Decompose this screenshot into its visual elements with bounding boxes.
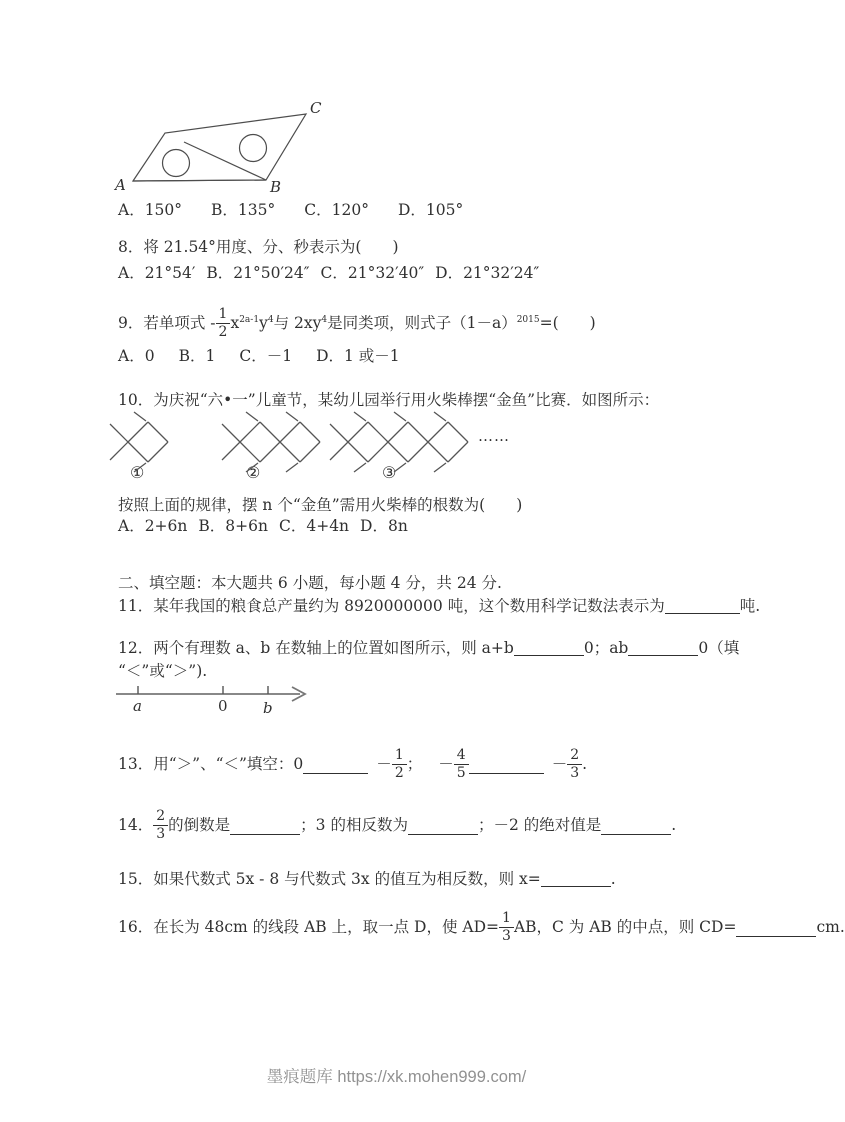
q13-blank-1 [303,755,368,774]
q14-blank-2 [408,816,478,835]
question-11 [118,596,760,617]
q7-option-b: B．135° [211,201,276,219]
q13-minus-1: － [376,754,392,773]
triangle-figure-drawing [113,97,348,199]
question-15 [118,869,616,890]
q16-blank [736,918,816,937]
q9-var-y: y [259,313,268,332]
q14-blank-1 [230,816,300,835]
fraction-denominator: 3 [570,764,580,781]
q10-option-d: D．8n [360,517,408,535]
q7-option-d: D．105° [397,201,464,219]
q13-semicolon: ； [406,754,423,773]
question-9-options [118,346,424,367]
q14-period: . [671,815,677,834]
q16-text-1: 16．在长为 48cm 的线段 AB 上，取一点 D，使 AD= [118,917,500,936]
fish-group-2 [222,411,328,473]
fish-group-3 [330,411,476,473]
fraction-denominator: 3 [156,825,166,842]
q9-fraction-half [216,306,231,339]
q11-blank [665,599,740,614]
vertex-label-a: A [115,176,126,194]
q8-option-d: D．21°32′24″ [435,264,540,282]
q11-unit: 吨. [739,597,761,615]
q13-text: 13．用“＞”、“＜”填空：0 [118,754,304,773]
q9-exp-x: 2a-1 [239,314,260,325]
q15-text: 15．如果代数式 5x - 8 与代数式 3x 的值互为相反数，则 x= [118,870,541,888]
q7-triangle-figure [113,97,348,199]
q15-blank [541,872,611,887]
section-2-title: 二、填空题：本大题共 6 小题，每小题 4 分，共 24 分. [118,574,502,592]
q12-blank-1 [514,641,584,656]
question-10-options [118,516,419,537]
question-8-stem: 8．将 21.54°用度、分、秒表示为( ) [118,238,399,256]
q8-option-c: C．21°32′40″ [320,264,425,282]
q9-text-1: 9．若单项式 - [118,313,216,332]
fraction-denominator: 2 [218,323,228,340]
q8-option-a: A．21°54′ [118,264,196,282]
question-10-stem: 10．为庆祝“六•一”儿童节，某幼儿园举行用火柴棒摆“金鱼”比赛．如图所示： [118,391,660,409]
q12-blank-2 [628,641,698,656]
q14-blank-3 [601,816,671,835]
q16-text-2: AB，C 为 AB 的中点，则 CD= [513,917,737,936]
numberline-label-b: b [263,699,273,717]
q14-fraction [153,808,168,841]
fraction-denominator: 2 [394,764,404,781]
numberline-label-zero: 0 [218,697,228,715]
question-14 [118,806,676,844]
question-12-line2: “＜”或“＞”). [118,662,208,680]
q7-option-c: C．120° [304,201,369,219]
fish-ellipsis: …… [478,427,510,445]
q14-text-1: 的倒数是 [168,815,231,834]
fraction-numerator: 2 [567,747,582,764]
question-8-options [118,263,550,284]
fish-group-label-3: ③ [382,463,397,482]
vertex-label-b: B [270,178,282,196]
question-12-line1 [118,638,739,659]
q10-option-a: A．2+6n [118,517,188,535]
question-7-options [118,200,492,221]
q14-text-2: ；3 的相反数为 [300,815,408,834]
q9-formula [230,313,595,334]
fraction-numerator: 1 [216,306,231,323]
question-16 [118,908,845,946]
q12-text-3: 0（填 [698,639,740,657]
q13-fraction-1 [392,747,407,780]
q16-unit: cm. [816,917,845,936]
q13-minus-3: － [551,754,568,773]
q12-text-1: 12．两个有理数 a、b 在数轴上的位置如图所示，则 a+b [118,639,514,657]
fraction-numerator: 2 [153,808,168,825]
q9-exp-2015: 2015 [516,314,540,325]
fish-group-label-1: ① [130,463,145,482]
q9-text-4: =( ) [539,313,596,332]
question-9-stem [118,304,596,342]
question-13 [118,745,587,783]
q10-goldfish-figure [110,411,670,491]
q10-option-c: C．4+4n [278,517,350,535]
q14-number: 14． [118,815,154,834]
q13-blank-2 [469,755,544,774]
fraction-numerator: 1 [392,747,407,764]
number-line-drawing [112,682,317,717]
q9-option-d: D．1 或－1 [316,347,400,365]
q9-option-b: B．1 [178,347,216,365]
q8-option-b: B．21°50′24″ [206,264,310,282]
q13-minus-2: － [438,754,454,773]
q10-option-b: B．8+6n [198,517,268,535]
q11-text: 11．某年我国的粮食总产量约为 8920000000 吨，这个数用科学记数法表示为 [118,597,665,615]
vertex-label-c: C [310,99,322,117]
q13-period: . [582,754,588,773]
q9-option-a: A．0 [118,347,155,365]
q13-fraction-3 [567,747,582,780]
q15-period: . [610,870,616,888]
fraction-denominator: 5 [456,764,466,781]
q9-var-x: x [230,313,240,332]
fraction-denominator: 3 [502,927,511,944]
q14-text-3: ；－2 的绝对值是 [477,815,602,834]
q12-text-2: 0；ab [583,639,629,657]
question-10-line2: 按照上面的规律，摆 n 个“金鱼”需用火柴棒的根数为( ) [118,496,523,514]
fraction-numerator: 1 [499,910,514,927]
fraction-numerator: 4 [454,747,469,764]
q9-exp-y2: 4 [321,314,328,325]
footer-watermark: 墨痕题库 https://xk.mohen999.com/ [266,1068,527,1086]
fish-group-label-2: ② [246,463,261,482]
q9-text-3: 是同类项，则式子（1－a） [327,313,517,332]
q9-option-c: C．－1 [239,347,293,365]
q16-fraction [499,910,514,943]
q9-exp-y: 4 [267,314,274,325]
q12-number-line-figure [112,682,317,717]
numberline-label-a: a [133,697,142,715]
fish-group-1 [110,411,176,473]
q13-fraction-2 [454,747,469,780]
q9-text-2: 与 2xy [273,313,322,332]
q7-option-a: A．150° [118,201,183,219]
